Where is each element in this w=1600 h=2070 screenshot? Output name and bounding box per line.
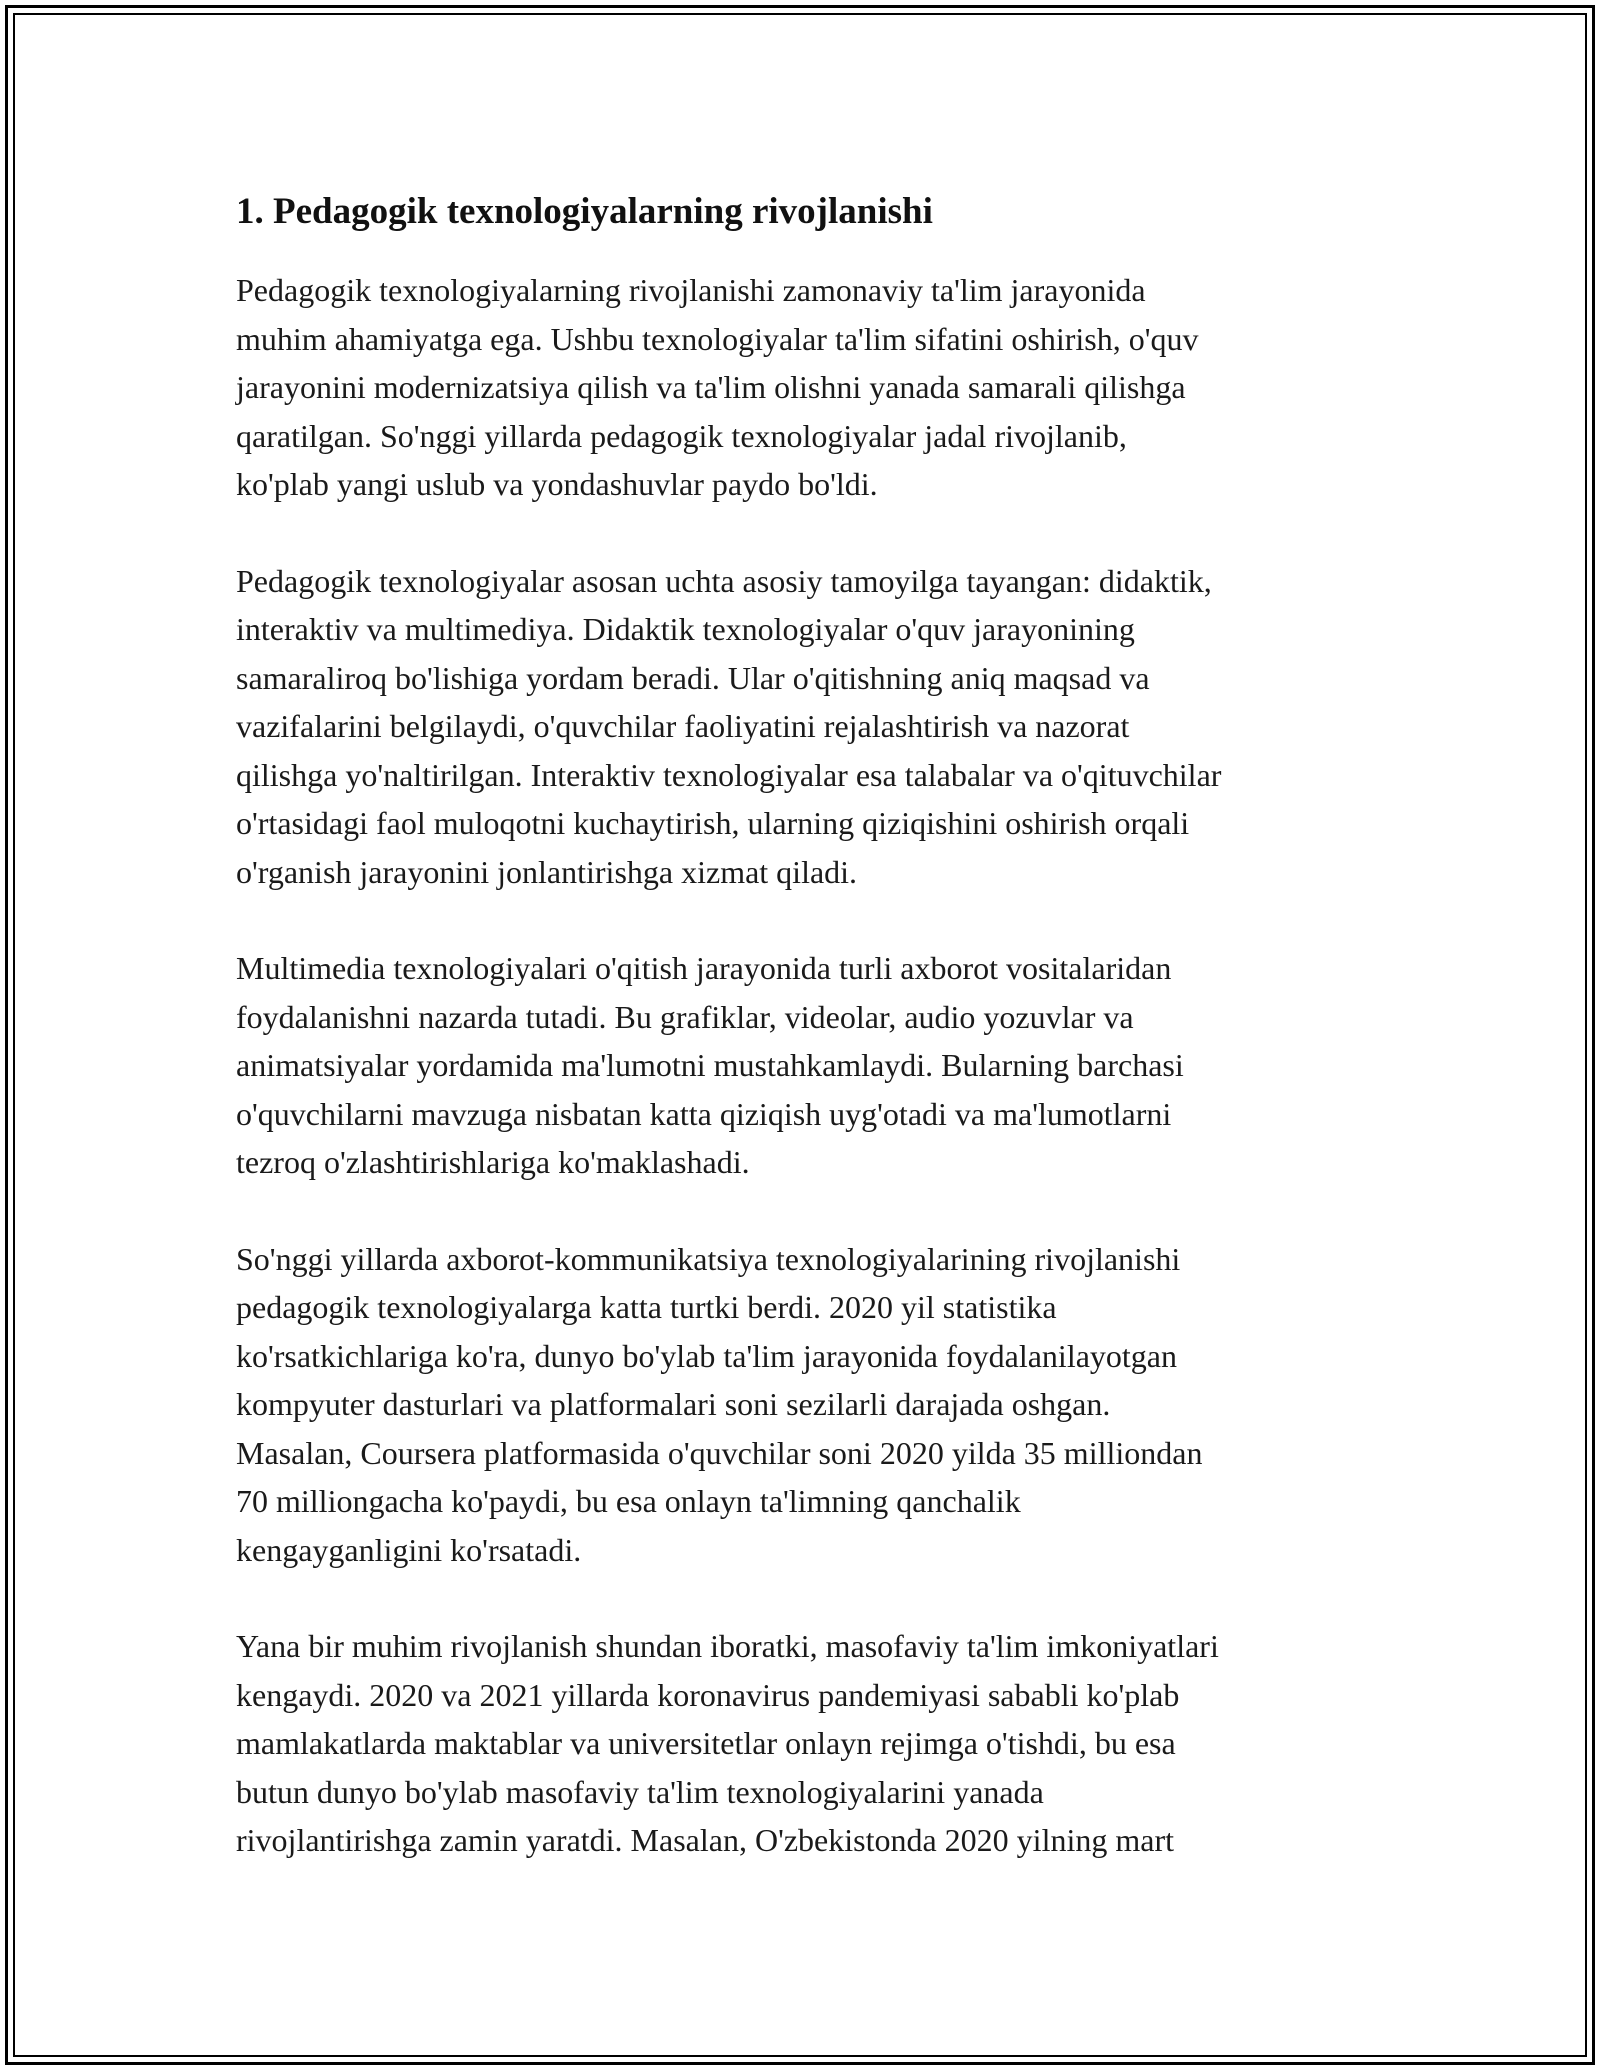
text-line: Pedagogik texnologiyalar asosan uchta asosiy tamoyilga tayangan: didaktik,: [236, 562, 1212, 599]
document-body: [236, 188, 1400, 1913]
text-line: butun dunyo bo'ylab masofaviy ta'lim texnologiyalarini yanada: [236, 1773, 1044, 1810]
text-line: kompyuter dasturlari va platformalari soni sezilarli darajada oshgan.: [236, 1386, 1111, 1422]
paragraph: [236, 1235, 1400, 1575]
paragraph: [236, 266, 1400, 509]
text-line: kengayganligini ko'rsatadi.: [236, 1531, 582, 1568]
text-line: vazifalarini belgilaydi, o'quvchilar faoliyatini rejalashtirish va nazorat: [236, 708, 1130, 744]
text-line: Yana bir muhim rivojlanish shundan iboratki, masofaviy ta'lim imkoniyatlari: [236, 1628, 1219, 1664]
text-line: So'nggi yillarda axborot-kommunikatsiya texnologiyalarining rivojlanishi: [236, 1240, 1181, 1277]
text-line: 70 milliongacha ko'paydi, bu esa onlayn ta'limning qanchalik: [236, 1483, 1021, 1519]
text-line: kengaydi. 2020 va 2021 yillarda koronavirus pandemiyasi sababli ko'plab: [236, 1676, 1180, 1713]
text-line: samaraliroq bo'lishiga yordam beradi. Ular o'qitishning aniq maqsad va: [236, 659, 1150, 696]
text-line: Multimedia texnologiyalari o'qitish jarayonida turli axborot vositalaridan: [236, 950, 1172, 986]
text-line: foydalanishni nazarda tutadi. Bu grafiklar, videolar, audio yozuvlar va: [236, 998, 1134, 1035]
text-line: mamlakatlarda maktablar va universitetlar onlayn rejimga o'tishdi, bu esa: [236, 1725, 1176, 1761]
text-line: interaktiv va multimediya. Didaktik texnologiyalar o'quv jarayonining: [236, 611, 1135, 647]
paragraph: [236, 557, 1400, 897]
text-line: rivojlantirishga zamin yaratdi. Masalan, O'zbekistonda 2020 yilning mart: [236, 1822, 1174, 1858]
text-line: o'rtasidagi faol muloqotni kuchaytirish, ularning qiziqishini oshirish orqali: [236, 805, 1190, 841]
section-heading: 1. Pedagogik texnologiyalarning rivojlanishi: [236, 191, 933, 232]
text-line: muhim ahamiyatga ega. Ushbu texnologiyalar ta'lim sifatini oshirish, o'quv: [236, 320, 1199, 357]
text-line: jarayonini modernizatsiya qilish va ta'lim olishni yanada samarali qilishga: [236, 369, 1186, 405]
text-line: ko'plab yangi uslub va yondashuvlar paydo bo'ldi.: [236, 466, 878, 502]
text-line: qaratilgan. So'nggi yillarda pedagogik texnologiyalar jadal rivojlanib,: [236, 417, 1127, 454]
text-line: Masalan, Coursera platformasida o'quvchilar soni 2020 yilda 35 milliondan: [236, 1434, 1203, 1471]
paragraph-container: [236, 266, 1400, 1865]
text-line: animatsiyalar yordamida ma'lumotni mustahkamlaydi. Bularning barchasi: [236, 1047, 1184, 1083]
paragraph: [236, 944, 1400, 1187]
text-line: pedagogik texnologiyalarga katta turtki berdi. 2020 yil statistika: [236, 1289, 1057, 1325]
text-line: Pedagogik texnologiyalarning rivojlanishi zamonaviy ta'lim jarayonida: [236, 272, 1146, 308]
paragraph: [236, 1622, 1400, 1865]
text-line: o'quvchilarni mavzuga nisbatan katta qiziqish uyg'otadi va ma'lumotlarni: [236, 1095, 1172, 1132]
text-line: tezroq o'zlashtirishlariga ko'maklashadi.: [236, 1144, 750, 1180]
text-line: qilishga yo'naltirilgan. Interaktiv texnologiyalar esa talabalar va o'qituvchilar: [236, 756, 1222, 793]
text-line: ko'rsatkichlariga ko'ra, dunyo bo'ylab ta'lim jarayonida foydalanilayotgan: [236, 1337, 1177, 1374]
text-line: o'rganish jarayonini jonlantirishga xizmat qiladi.: [236, 853, 858, 890]
